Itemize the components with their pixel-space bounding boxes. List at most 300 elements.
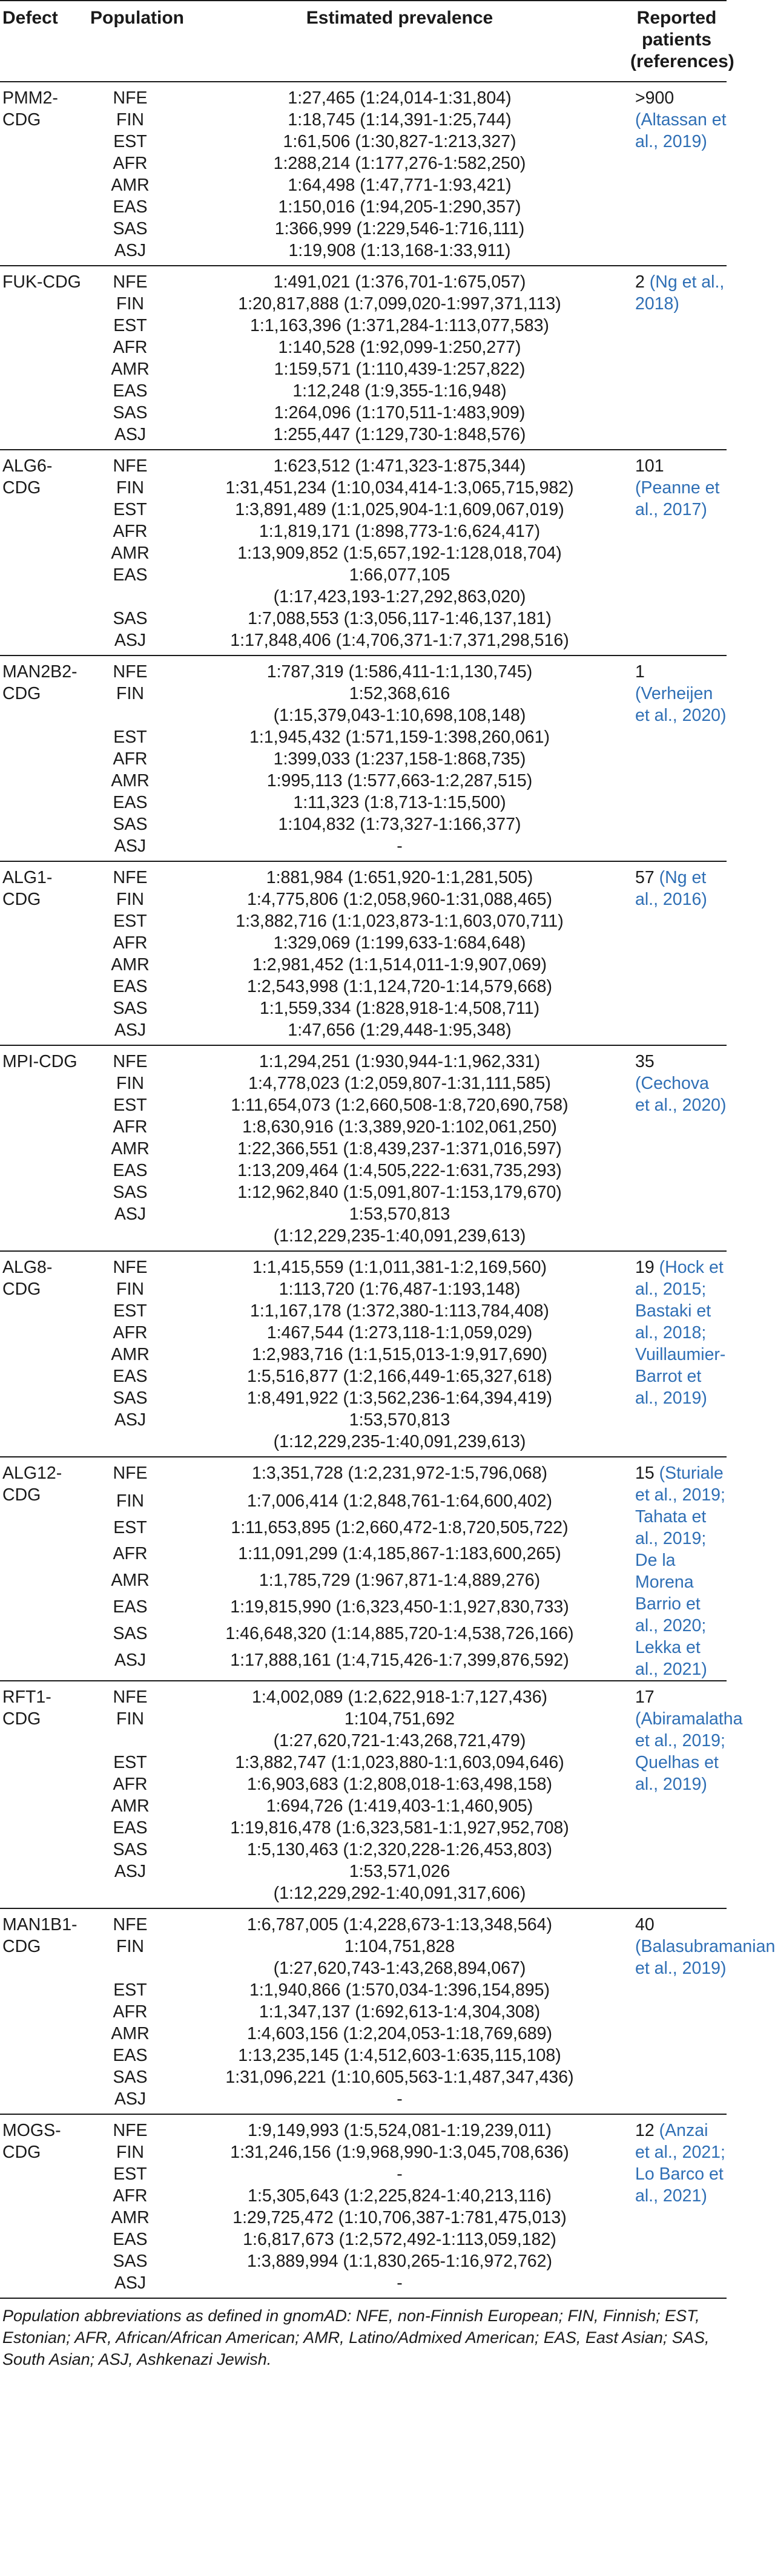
prevalence-value: 1:53,570,813: [349, 1204, 450, 1224]
population-cell: FIN: [116, 1074, 144, 1093]
population-cell: SAS: [113, 2252, 148, 2271]
prevalence-cell: [173, 1278, 627, 1300]
population-cell: AMR: [111, 176, 150, 195]
population-cell: EST: [113, 912, 147, 931]
prevalence-cell: [173, 380, 627, 402]
prevalence-cell: [173, 910, 627, 932]
table-row: [0, 1203, 727, 1251]
prevalence-cell: [173, 402, 627, 424]
population-cell: EAS: [113, 1597, 148, 1617]
defect-group: [0, 1251, 727, 1457]
prevalence-cell: [173, 770, 627, 792]
prevalence-value: 1:61,506 (1:30,827-1:213,327): [283, 132, 516, 151]
defect-cell: ALG6-CDG: [2, 456, 53, 498]
table-row: [0, 358, 727, 380]
prevalence-value: 1:12,962,840 (1:5,091,807-1:153,179,670): [237, 1183, 562, 1202]
prevalence-value: 1:6,817,673 (1:2,572,492-1:113,059,182): [243, 2230, 556, 2249]
population-cell: NFE: [113, 1687, 148, 1707]
reported-patients-cell: [627, 1045, 727, 1251]
table-row: [0, 1457, 727, 1490]
prevalence-value: 1:881,984 (1:651,920-1:1,281,505): [266, 868, 533, 887]
reference-link[interactable]: (Cechova et al., 2020): [635, 1074, 727, 1115]
prevalence-value: 1:104,832 (1:73,327-1:166,377): [278, 815, 521, 834]
prevalence-cell: [173, 1116, 627, 1138]
table-row: [0, 424, 727, 450]
prevalence-value: 1:3,891,489 (1:1,025,904-1:1,609,067,019): [235, 500, 564, 519]
table-row: [0, 748, 727, 770]
reported-patients-cell: [627, 2114, 727, 2298]
table-row: [0, 196, 727, 218]
prevalence-cell: [173, 889, 627, 910]
table-row: [0, 997, 727, 1019]
table-row: [0, 1387, 727, 1409]
prevalence-cell: [173, 1517, 627, 1543]
prevalence-value: 1:18,745 (1:14,391-1:25,744): [288, 110, 512, 130]
table-row: [0, 1019, 727, 1045]
table-row: [0, 1623, 727, 1649]
prevalence-cell: [173, 1773, 627, 1795]
prevalence-cell: [173, 266, 627, 293]
population-cell: FIN: [116, 1709, 144, 1729]
table-row: [0, 542, 727, 564]
prevalence-value: 1:787,319 (1:586,411-1:1,130,745): [266, 662, 533, 682]
prevalence-cell: [173, 1569, 627, 1596]
table-row: [0, 2066, 727, 2088]
table-row: [0, 1278, 727, 1300]
population-cell: ASJ: [114, 241, 147, 260]
table-row: [0, 240, 727, 266]
population-cell: AFR: [113, 1117, 148, 1137]
prevalence-value: 1:47,656 (1:29,448-1:95,348): [288, 1020, 512, 1040]
table-row: [0, 380, 727, 402]
patient-count: 35: [635, 1052, 655, 1071]
population-cell: ASJ: [114, 1020, 147, 1040]
prevalence-value: 1:52,368,616: [349, 684, 450, 703]
table-row: [0, 1300, 727, 1322]
population-cell: ASJ: [114, 2089, 147, 2109]
table-row: [0, 608, 727, 629]
table-row: [0, 1138, 727, 1160]
prevalence-value: 1:2,983,716 (1:1,515,013-1:9,917,690): [251, 1345, 548, 1364]
prevalence-cell: [173, 2185, 627, 2207]
prevalence-cell: [173, 1817, 627, 1839]
prevalence-value: 1:694,726 (1:419,403-1:1,460,905): [266, 1796, 533, 1816]
population-cell: SAS: [113, 609, 148, 628]
header-row: [0, 1, 727, 82]
table-row: [0, 1543, 727, 1569]
population-cell: AFR: [113, 1775, 148, 1794]
table-row: [0, 2185, 727, 2207]
population-cell: AFR: [113, 522, 148, 541]
prevalence-value: 1:31,096,221 (1:10,605,563-1:1,487,347,436): [225, 2068, 574, 2087]
prevalence-cell: [173, 1019, 627, 1045]
prevalence-value: 1:6,903,683 (1:2,808,018-1:63,498,158): [247, 1775, 552, 1794]
table-row: [0, 1116, 727, 1138]
prevalence-value: 1:5,130,463 (1:2,320,228-1:26,453,803): [247, 1840, 552, 1859]
population-cell: EST: [113, 500, 147, 519]
table-row: [0, 450, 727, 477]
defect-group: [0, 1045, 727, 1251]
prevalence-cell: [173, 82, 627, 109]
table-row: [0, 770, 727, 792]
table-row: [0, 1908, 727, 1936]
defect-cell: MOGS-CDG: [2, 2121, 61, 2162]
table-row: [0, 2114, 727, 2141]
prevalence-cell: [173, 424, 627, 450]
prevalence-value: (1:15,379,043-1:10,698,108,148): [273, 706, 526, 725]
table-row: [0, 218, 727, 240]
table-row: [0, 792, 727, 813]
table-row: [0, 1596, 727, 1623]
prevalence-cell: [173, 196, 627, 218]
prevalence-value: 1:1,415,559 (1:1,011,381-1:2,169,560): [252, 1258, 547, 1277]
table-row: [0, 153, 727, 174]
population-cell: ASJ: [114, 1862, 147, 1881]
reference-link[interactable]: (Abiramalatha et al., 2019; Quelhas et al., 2019): [635, 1709, 743, 1794]
prevalence-cell: [173, 109, 627, 131]
prevalence-value: 1:3,882,747 (1:1,023,880-1:1,603,094,646): [235, 1753, 564, 1772]
prevalence-value: 1:264,096 (1:170,511-1:483,909): [274, 403, 526, 422]
prevalence-cell: [173, 564, 627, 608]
table-row: [0, 2001, 727, 2023]
table-row: [0, 954, 727, 976]
table-row: [0, 1365, 727, 1387]
reference-link[interactable]: (Balasubramanian et al., 2019): [635, 1937, 775, 1978]
population-cell: EST: [113, 1980, 147, 2000]
population-cell: NFE: [113, 1052, 148, 1071]
population-cell: SAS: [113, 815, 148, 834]
reference-link[interactable]: (Hock et al., 2015; Bastaki et al., 2018; Vuillaumier-Barrot et al., 2019): [635, 1258, 726, 1408]
prevalence-value: 1:1,559,334 (1:828,918-1:4,508,711): [259, 999, 540, 1018]
population-cell: EAS: [113, 2230, 148, 2249]
population-cell: AFR: [113, 1323, 148, 1342]
population-cell: EAS: [113, 977, 148, 996]
population-cell: EAS: [113, 1161, 148, 1180]
population-cell: FIN: [116, 890, 144, 909]
defect-group: [0, 1681, 743, 1908]
prevalence-value: 1:1,294,251 (1:930,944-1:1,962,331): [259, 1052, 541, 1071]
table-row: [0, 910, 727, 932]
table-row: [0, 2163, 727, 2185]
prevalence-cell: [173, 1795, 627, 1817]
table-row: [0, 521, 727, 542]
table-row: [0, 1773, 727, 1795]
patient-count: 101: [635, 456, 664, 476]
reported-patients-cell: [627, 1251, 727, 1457]
prevalence-cell: [173, 2141, 627, 2163]
table-row: [0, 1322, 727, 1344]
population-cell: EAS: [113, 197, 148, 217]
prevalence-cell: [173, 1543, 627, 1569]
population-cell: EAS: [113, 1367, 148, 1386]
prevalence-cell: [173, 932, 627, 954]
reference-link[interactable]: (Peanne et al., 2017): [635, 478, 720, 519]
patient-count: 19: [635, 1258, 659, 1277]
defect-group: [0, 1457, 727, 1681]
prevalence-cell: [173, 2250, 627, 2272]
prevalence-cell: [173, 2272, 627, 2298]
prevalence-value: 1:13,209,464 (1:4,505,222-1:631,735,293): [237, 1161, 562, 1180]
reference-link[interactable]: (Ng et al., 2018): [635, 272, 725, 314]
prevalence-value: 1:104,751,828: [344, 1937, 455, 1956]
table-row: [0, 1569, 727, 1596]
prevalence-cell: [173, 954, 627, 976]
prevalence-cell: [173, 542, 627, 564]
reported-patients-cell: [627, 266, 727, 450]
prevalence-value: 1:46,648,320 (1:14,885,720-1:4,538,726,166): [225, 1623, 574, 1643]
population-cell: AFR: [113, 2002, 148, 2022]
prevalence-value: 1:7,088,553 (1:3,056,117-1:46,137,181): [248, 609, 552, 628]
table-footnote: Population abbreviations as defined in gnomAD: NFE, non-Finnish European; FIN, Finnish; EST, Estonian; AFR, African/African American; AMR, Latino/Admixed American; EAS, East Asian; SAS, South Asian; ASJ, Ashkenazi Jewish.: [2, 2307, 710, 2368]
reference-link[interactable]: (Ng et al., 2016): [635, 868, 707, 909]
population-cell: AMR: [111, 1345, 150, 1364]
prevalence-cell: [173, 174, 627, 196]
prevalence-value: 1:5,516,877 (1:2,166,449-1:65,327,618): [247, 1367, 552, 1386]
prevalence-value: 1:3,889,994 (1:1,830,265-1:16,972,762): [247, 2252, 552, 2271]
prevalence-cell: [173, 1457, 627, 1490]
prevalence-value: 1:17,848,406 (1:4,706,371-1:7,371,298,516): [230, 631, 569, 650]
prevalence-cell: [173, 2229, 627, 2250]
prevalence-cell: [173, 337, 627, 358]
population-cell: NFE: [113, 1258, 148, 1277]
prevalence-cell: [173, 293, 627, 315]
population-cell: NFE: [113, 662, 148, 682]
table-row: [0, 1181, 727, 1203]
prevalence-value: 1:491,021 (1:376,701-1:675,057): [273, 272, 526, 292]
patient-count: >900: [635, 88, 674, 108]
table-row: [0, 337, 727, 358]
prevalence-cell: [173, 2163, 627, 2185]
table-row: [0, 109, 727, 131]
prevalence-cell: [173, 976, 627, 997]
reference-link[interactable]: (Verheijen et al., 2020): [635, 684, 727, 725]
table-row: [0, 2229, 727, 2250]
population-cell: FIN: [116, 294, 144, 314]
table-row: [0, 1795, 727, 1817]
population-cell: FIN: [116, 2143, 144, 2162]
prevalence-cell: [173, 1094, 627, 1116]
population-cell: EST: [113, 1096, 147, 1115]
population-cell: ASJ: [114, 1650, 147, 1670]
table-row: [0, 2088, 727, 2114]
prevalence-value: 1:27,465 (1:24,014-1:31,804): [288, 88, 512, 108]
prevalence-cell: [173, 2001, 627, 2023]
prevalence-value: 1:366,999 (1:229,546-1:716,111): [274, 219, 525, 238]
prevalence-value: 1:13,909,852 (1:5,657,192-1:128,018,704): [237, 544, 562, 563]
population-cell: AMR: [111, 1796, 150, 1816]
population-cell: NFE: [113, 2121, 148, 2140]
population-cell: FIN: [116, 478, 144, 498]
population-cell: FIN: [116, 1491, 144, 1511]
prevalence-cell: [173, 358, 627, 380]
prevalence-cell: [173, 499, 627, 521]
prevalence-value: 1:19,815,990 (1:6,323,450-1:1,927,830,733): [230, 1597, 569, 1617]
table-row: [0, 1979, 727, 2001]
prevalence-cell: [173, 997, 627, 1019]
table-row: [0, 402, 727, 424]
population-cell: SAS: [113, 219, 148, 238]
prevalence-cell: [173, 1490, 627, 1517]
prevalence-value: 1:3,882,716 (1:1,023,873-1:1,603,070,711): [236, 912, 564, 931]
population-cell: FIN: [116, 110, 144, 130]
table-row: [0, 1861, 727, 1908]
population-cell: ASJ: [114, 425, 147, 444]
table-row: [0, 1409, 727, 1457]
population-cell: AMR: [111, 1139, 150, 1158]
table-row: [0, 315, 727, 337]
prevalence-value: 1:7,006,414 (1:2,848,761-1:64,600,402): [247, 1491, 552, 1511]
table-row: [0, 2250, 727, 2272]
prevalence-value: 1:4,603,156 (1:2,204,053-1:18,769,689): [247, 2024, 552, 2043]
prevalence-cell: [173, 1181, 627, 1203]
table-row: [0, 1045, 727, 1073]
prevalence-value: 1:66,077,105: [349, 565, 450, 585]
prevalence-value: 1:20,817,888 (1:7,099,020-1:997,371,113): [238, 294, 561, 314]
prevalence-value: 1:1,347,137 (1:692,613-1:4,304,308): [259, 2002, 541, 2022]
population-cell: NFE: [113, 1464, 148, 1483]
prevalence-cell: [173, 315, 627, 337]
prevalence-value: 1:1,167,178 (1:372,380-1:113,784,408): [250, 1301, 549, 1321]
prevalence-value: 1:104,751,692: [344, 1709, 455, 1729]
prevalence-value: 1:1,163,396 (1:371,284-1:113,077,583): [250, 316, 549, 335]
table-row: [0, 1160, 727, 1181]
prevalence-value: 1:22,366,551 (1:8,439,237-1:371,016,597): [237, 1139, 562, 1158]
reference-link[interactable]: (Altassan et al., 2019): [635, 110, 727, 151]
table-row: [0, 1649, 727, 1681]
prevalence-value: 1:31,451,234 (1:10,034,414-1:3,065,715,982): [225, 478, 574, 498]
prevalence-cell: [173, 683, 627, 726]
prevalence-value: 1:11,654,073 (1:2,660,508-1:8,720,690,758): [231, 1096, 569, 1115]
population-cell: AMR: [111, 2024, 150, 2043]
prevalence-value: 1:623,512 (1:471,323-1:875,344): [273, 456, 526, 476]
patient-count: 57: [635, 868, 659, 887]
table-row: [0, 1251, 727, 1278]
prevalence-cell: [173, 629, 627, 656]
prevalence-value: 1:8,491,922 (1:3,562,236-1:64,394,419): [247, 1388, 552, 1408]
table-row: [0, 629, 727, 656]
prevalence-value: 1:17,888,161 (1:4,715,426-1:7,399,876,592): [230, 1650, 569, 1670]
prevalence-cell: [173, 2023, 627, 2045]
prevalence-cell: [173, 1409, 627, 1457]
prevalence-cell: [173, 1708, 627, 1752]
prevalence-cell: [173, 1681, 627, 1708]
table-row: [0, 1708, 727, 1752]
population-cell: ASJ: [114, 836, 147, 856]
prevalence-value: 1:11,653,895 (1:2,660,472-1:8,720,505,722): [231, 1517, 569, 1537]
prevalence-cell: [173, 726, 627, 748]
reference-link[interactable]: (Sturiale et al., 2019; Tahata et al., 2019; De la Morena Barrio et al., 2020; Lekka et al., 2021): [635, 1464, 725, 1679]
population-cell: ASJ: [114, 631, 147, 650]
table-row: [0, 564, 727, 608]
prevalence-value: 1:8,630,916 (1:3,389,920-1:102,061,250): [242, 1117, 557, 1137]
table-row: [0, 1094, 727, 1116]
prevalence-value: 1:1,819,171 (1:898,773-1:6,624,417): [259, 522, 541, 541]
prevalence-cell: [173, 656, 627, 683]
prevalence-cell: [173, 1160, 627, 1181]
population-cell: ASJ: [114, 2273, 147, 2293]
prevalence-value: 1:19,816,478 (1:6,323,581-1:1,927,952,708): [230, 1818, 569, 1838]
population-cell: EST: [113, 1753, 147, 1772]
header-reported-patients: Reported patients (references): [627, 1, 727, 82]
patient-count: 2: [635, 272, 650, 292]
population-cell: SAS: [113, 2068, 148, 2087]
population-cell: AMR: [111, 955, 150, 974]
prevalence-cell: [173, 1752, 627, 1773]
prevalence-cell: [173, 1839, 627, 1861]
population-cell: AFR: [113, 1544, 148, 1564]
prevalence-cell: [173, 2207, 627, 2229]
population-cell: EAS: [113, 381, 148, 401]
defect-group: [0, 1908, 775, 2114]
defect-cell: RFT1-CDG: [2, 1687, 51, 1729]
defect-cell: FUK-CDG: [2, 272, 81, 292]
table-row: [0, 1490, 727, 1517]
table-row: [0, 293, 727, 315]
prevalence-cell: [173, 1908, 627, 1936]
prevalence-cell: [173, 1365, 627, 1387]
prevalence-cell: [173, 2114, 627, 2141]
table-row: [0, 2023, 727, 2045]
table-row: [0, 1936, 727, 1979]
population-cell: AFR: [113, 2186, 148, 2206]
prevalence-cell: [173, 153, 627, 174]
reported-patients-cell: [627, 1908, 775, 2114]
prevalence-cell: [173, 813, 627, 835]
prevalence-value: 1:467,544 (1:273,118-1:1,059,029): [266, 1323, 533, 1342]
reported-patients-cell: [627, 1681, 743, 1908]
prevalence-value: 1:159,571 (1:110,439-1:257,822): [274, 360, 526, 379]
prevalence-value: (1:27,620,743-1:43,268,894,067): [273, 1959, 526, 1978]
table-row: [0, 1073, 727, 1094]
reference-link[interactable]: (Anzai et al., 2021; Lo Barco et al., 2021): [635, 2121, 725, 2206]
table-row: [0, 861, 727, 889]
prevalence-cell: [173, 1300, 627, 1322]
prevalence-value: 1:329,069 (1:199,633-1:684,648): [273, 933, 526, 953]
population-cell: SAS: [113, 1840, 148, 1859]
defect-group: [0, 656, 727, 861]
prevalence-value: (1:12,229,235-1:40,091,239,613): [273, 1226, 526, 1246]
population-cell: AFR: [113, 749, 148, 769]
prevalence-value: 1:113,720 (1:76,487-1:193,148): [279, 1280, 521, 1299]
prevalence-cell: [173, 1073, 627, 1094]
population-cell: EST: [113, 132, 147, 151]
population-cell: SAS: [113, 1183, 148, 1202]
prevalence-value: 1:150,016 (1:94,205-1:290,357): [278, 197, 521, 217]
population-cell: AFR: [113, 338, 148, 357]
prevalence-value: 1:4,778,023 (1:2,059,807-1:31,111,585): [248, 1074, 551, 1093]
prevalence-value: 1:2,543,998 (1:1,124,720-1:14,579,668): [247, 977, 552, 996]
population-cell: AFR: [113, 933, 148, 953]
population-cell: NFE: [113, 1915, 148, 1934]
prevalence-value: 1:1,785,729 (1:967,871-1:4,889,276): [259, 1571, 541, 1591]
population-cell: EST: [113, 316, 147, 335]
patient-count: 17: [635, 1687, 655, 1707]
prevalence-value: 1:1,945,432 (1:571,159-1:398,260,061): [249, 728, 550, 747]
prevalence-cell: [173, 1045, 627, 1073]
population-cell: AFR: [113, 154, 148, 173]
defect-cell: PMM2-CDG: [2, 88, 58, 130]
table-row: [0, 2272, 727, 2298]
population-cell: SAS: [113, 999, 148, 1018]
prevalence-value: 1:3,351,728 (1:2,231,972-1:5,796,068): [251, 1464, 548, 1483]
header-estimated-prevalence: Estimated prevalence: [173, 1, 627, 82]
prevalence-value: (1:12,229,235-1:40,091,239,613): [273, 1432, 526, 1451]
prevalence-value: 1:53,570,813: [349, 1410, 450, 1430]
prevalence-value: 1:29,725,472 (1:10,706,387-1:781,475,013): [232, 2208, 567, 2227]
reported-patients-cell: [627, 1457, 727, 1681]
prevalence-value: (1:17,423,193-1:27,292,863,020): [273, 587, 526, 606]
population-cell: NFE: [113, 272, 148, 292]
